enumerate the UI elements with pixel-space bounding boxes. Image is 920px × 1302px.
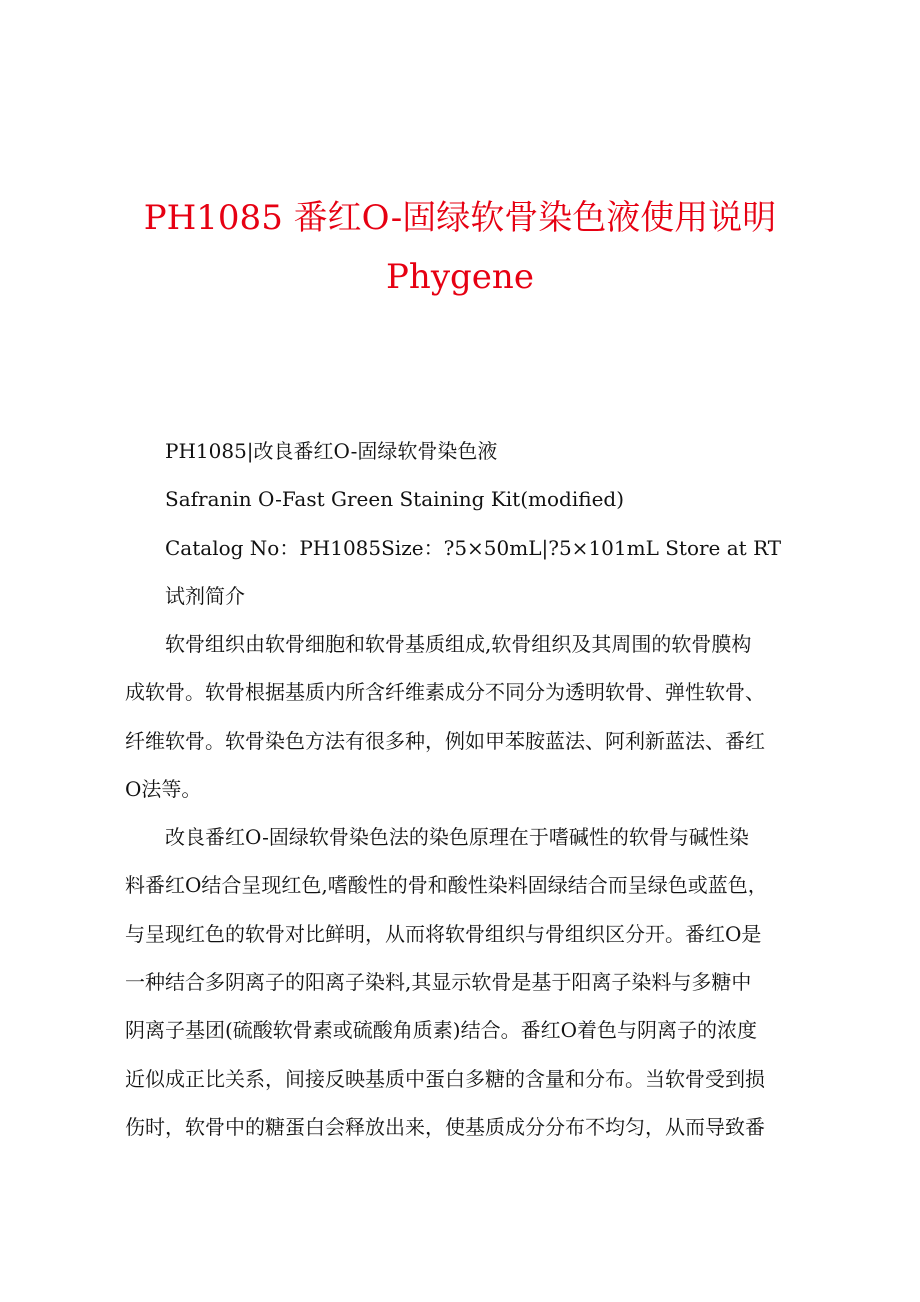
paragraph-2-line: 阴离子基团(硫酸软骨素或硫酸角质素)结合。番红O着色与阴离子的浓度: [125, 1018, 758, 1042]
document-subtitle: Phygene: [386, 257, 534, 297]
product-english-name-line: Safranin O-Fast Green Staining Kit(modified): [165, 487, 625, 511]
paragraph-2-line: 近似成正比关系，间接反映基质中蛋白多糖的含量和分布。当软骨受到损: [125, 1067, 765, 1091]
section-heading-reagent-intro: 试剂简介: [165, 584, 245, 608]
paragraph-2-line: 伤时，软骨中的糖蛋白会释放出来，使基质成分分布不均匀，从而导致番: [125, 1115, 765, 1139]
paragraph-1-line: O法等。: [125, 777, 202, 801]
paragraph-1-line: 纤维软骨。软骨染色方法有很多种，例如甲苯胺蓝法、阿利新蓝法、番红: [125, 729, 765, 753]
paragraph-2-line: 料番红O结合呈现红色,嗜酸性的骨和酸性染料固绿结合而呈绿色或蓝色，: [125, 873, 768, 897]
paragraph-1-line: 软骨组织由软骨细胞和软骨基质组成,软骨组织及其周围的软骨膜构: [165, 632, 752, 656]
paragraph-2-line: 一种结合多阴离子的阳离子染料,其显示软骨是基于阳离子染料与多糖中: [125, 970, 752, 994]
document-title: PH1085 番红O-固绿软骨染色液使用说明: [143, 198, 777, 238]
catalog-line: Catalog No：PH1085Size：?5×50mL|?5×101mL Store at RT: [165, 536, 782, 560]
paragraph-2-line: 改良番红O-固绿软骨染色法的染色原理在于嗜碱性的软骨与碱性染: [165, 825, 749, 849]
paragraph-1-line: 成软骨。软骨根据基质内所含纤维素成分不同分为透明软骨、弹性软骨、: [125, 680, 765, 704]
paragraph-2-line: 与呈现红色的软骨对比鲜明，从而将软骨组织与骨组织区分开。番红O是: [125, 922, 762, 946]
product-name-line: PH1085|改良番红O-固绿软骨染色液: [165, 439, 498, 463]
